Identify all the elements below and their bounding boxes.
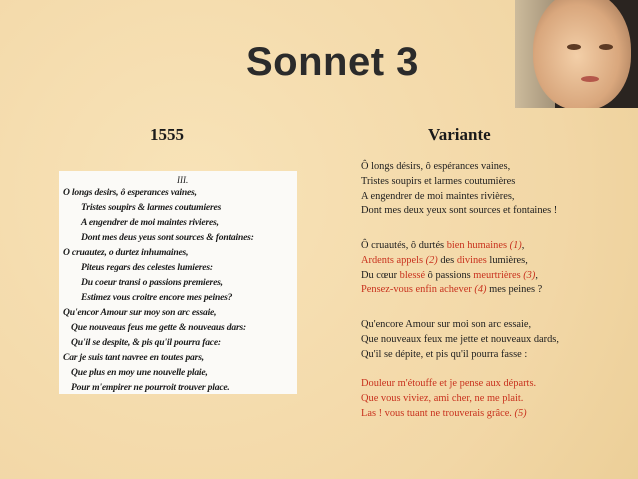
verse-text: ô passions	[425, 269, 474, 281]
verse-line: Que vous viviez, ami cher, ne me plait.	[361, 392, 524, 404]
verse-text: mes peines ?	[486, 284, 543, 296]
slide-title: Sonnet 3	[246, 40, 419, 84]
verse-text: Ô cruautés, ô durtés	[361, 240, 447, 251]
stanza-4	[361, 377, 633, 421]
verse-line	[361, 269, 633, 284]
column-heading-variant: Variante	[428, 125, 491, 144]
variant-highlight: Las ! vous tuant ne trouverais grâce.	[361, 407, 512, 419]
verse-text: Du cœur	[361, 269, 400, 281]
variant-highlight: blessé	[399, 269, 426, 281]
verse-line: Qu'il se dépite, et pis qu'il pourra fasse :	[361, 348, 528, 360]
left-eye	[567, 44, 581, 50]
manuscript-line: Que nouveaus feus me gette & nouveaus dars:	[71, 322, 247, 333]
variant-highlight: Ardents appels	[361, 254, 426, 266]
manuscript-line: Estimez vous croitre encore mes peines?	[81, 292, 233, 303]
verse-line: Tristes soupirs et larmes coutumières	[361, 175, 516, 187]
variant-highlight: meurtrières	[473, 269, 521, 281]
verse-line: Dont mes deux yeux sont sources et fontaines !	[361, 205, 558, 217]
verse-line: Ô longs désirs, ô espérances vaines,	[361, 161, 511, 172]
note-ref: (4)	[474, 284, 487, 296]
face-shape	[533, 0, 631, 108]
note-ref: (1)	[509, 240, 522, 251]
manuscript-line: Dont mes deus yeus sont sources & fontaines:	[81, 232, 254, 243]
stanza-1	[361, 160, 633, 219]
sonnet-number: III.	[177, 175, 189, 185]
portrait-image	[515, 0, 638, 108]
verse-line: Que nouveaux feux me jette et nouveaux dards,	[361, 333, 559, 345]
verse-line: Qu'encore Amour sur moi son arc essaie,	[361, 319, 532, 330]
manuscript-line: O longs desirs, ô esperances vaines,	[63, 187, 197, 198]
verse-line	[361, 254, 633, 269]
manuscript-line: A engendrer de moi maintes rivieres,	[81, 217, 219, 228]
verse-text: des	[437, 254, 457, 266]
manuscript-line: Qu'encor Amour sur moy son arc essaie,	[63, 307, 217, 318]
verse-text: ,	[535, 269, 538, 281]
verse-line	[361, 407, 633, 422]
verse-line	[361, 283, 633, 298]
note-ref: (3)	[523, 269, 536, 281]
manuscript-line: Du coeur transi o passions premieres,	[81, 277, 223, 288]
column-heading-year: 1555	[150, 125, 184, 144]
note-ref: (2)	[425, 254, 438, 266]
right-eye	[599, 44, 613, 50]
note-ref: (5)	[514, 407, 527, 419]
manuscript-line: Tristes soupirs & larmes coutumieres	[81, 202, 222, 213]
manuscript-line: Que plus en moy une nouvelle plaie,	[71, 367, 208, 378]
verse-text: ,	[521, 240, 525, 251]
lips	[581, 76, 599, 82]
stanza-3	[361, 318, 633, 362]
variant-highlight: bien humaines	[446, 240, 508, 251]
verse-text: lumières,	[486, 254, 528, 266]
manuscript-line: Qu'il se despite, & pis qu'il pourra face:	[71, 337, 221, 348]
verse-line: A engendrer de moi maintes rivières,	[361, 190, 515, 202]
manuscript-line: O cruautez, o durtez inhumaines,	[63, 247, 189, 258]
manuscript-line: Piteus regars des celestes lumieres:	[81, 262, 213, 273]
manuscript-line: Car je suis tant navree en toutes pars,	[63, 352, 204, 363]
manuscript-line: Pour m'empirer ne pourroit trouver place.	[71, 382, 230, 393]
variant-highlight: Pensez-vous enfin achever	[361, 284, 472, 296]
verse-line	[361, 239, 633, 254]
stanza-2	[361, 239, 633, 298]
variant-highlight: divines	[456, 254, 487, 266]
manuscript-scan	[59, 171, 297, 394]
verse-line: Douleur m'étouffe et je pense aux départs.	[361, 378, 537, 389]
